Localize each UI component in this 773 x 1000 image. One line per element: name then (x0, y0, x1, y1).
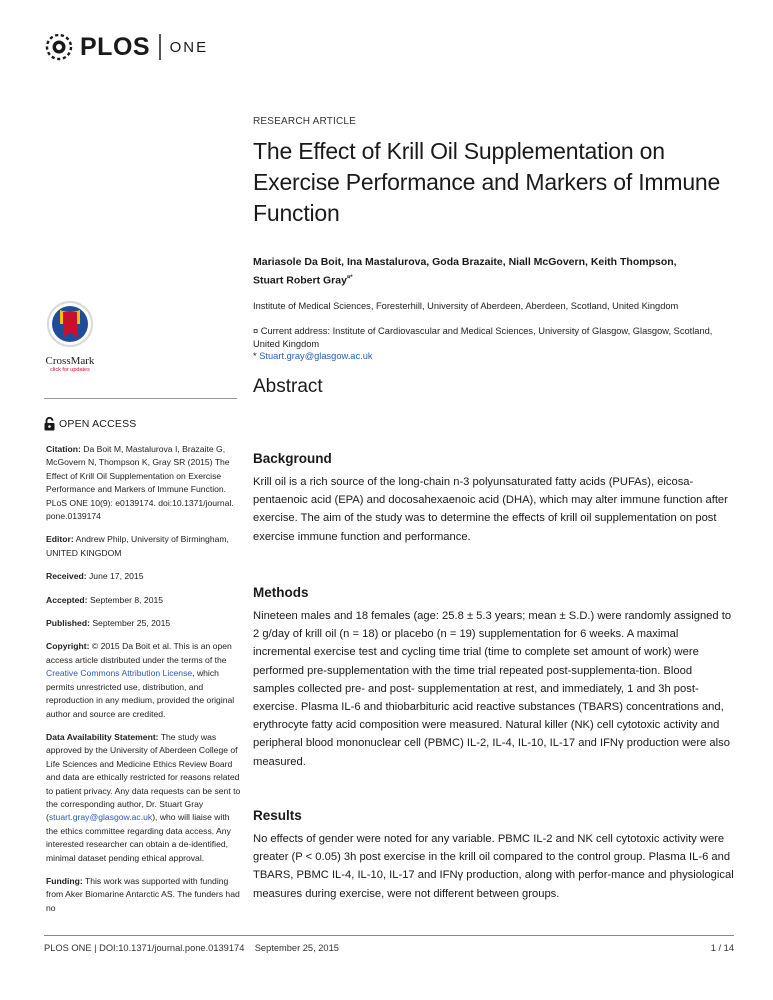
corresponding-author: Stuart Robert Gray (253, 274, 347, 286)
logo-separator (159, 34, 161, 60)
plos-one-logo[interactable] (44, 30, 208, 64)
authors-line-2 (253, 271, 733, 289)
open-access-label: OPEN ACCESS (59, 418, 137, 430)
crossmark-sublabel: click for updates (50, 367, 90, 373)
methods-heading: Methods (253, 585, 309, 600)
background-text: Krill oil is a rich source of the long-chain n-3 polyunsaturated fatty acids (PUFAs), eicosa-pentaenoic acid (EPA) and docosahexaenoic acid (DHA), which may alter immune function after exercise. The aim of the study was to determine the effects of krill oil supplementation on post exercise immune function and performance. (253, 476, 728, 543)
logo-plos-text: PLOS (80, 32, 151, 61)
current-address: ¤ Current address: Institute of Cardiovascular and Medical Sciences, University of Glasgow, Glasgow, Scotland, United Kingdom (253, 325, 713, 349)
cc-license-link[interactable]: Creative Commons Attribution License (46, 668, 193, 679)
editor-block (46, 533, 242, 560)
corresponding-email (253, 351, 733, 361)
authors-line-1: Mariasole Da Boit, Ina Mastalurova, Goda Brazaite, Niall McGovern, Keith Thompson, (253, 256, 677, 268)
crossmark-icon (46, 300, 94, 348)
footer-citation: PLOS ONE | DOI:10.1371/journal.pone.0139174 September 25, 2015 (44, 943, 339, 953)
crossmark-badge[interactable] (38, 300, 102, 373)
author-email-link[interactable]: stuart.gray@glasgow.ac.uk (48, 812, 153, 823)
methods-section (253, 585, 735, 771)
open-access-badge (44, 417, 136, 431)
funding-text: This work was supported with funding from Aker Biomarine Antarctic AS. The funders had no (46, 875, 240, 913)
crossmark-label: CrossMark (45, 355, 95, 367)
article-title: The Effect of Krill Oil Supplementation on Exercise Performance and Markers of Immune Function (253, 138, 721, 226)
copyright-text-end: , which permits unrestricted use, distribution, and reproduction in any medium, provided the original author and source are credited. (46, 668, 235, 719)
citation-text: Da Boit M, Mastalurova I, Brazaite G, McGovern N, Thompson K, Gray SR (2015) The Effect of Krill Oil Supplementation on Exercise Performance and Markers of Immune Function. PLoS ONE 10(9): e0139174. doi:10.1371/journal. pone.0139174 (46, 444, 234, 522)
background-heading: Background (253, 451, 332, 466)
published-label: Published: (46, 618, 90, 629)
open-lock-icon (44, 417, 55, 431)
data-availability-block (46, 731, 242, 865)
article-main (253, 116, 733, 361)
logo-journal-text: ONE (169, 38, 209, 56)
page-number: 1 / 14 (710, 943, 734, 953)
sidebar-divider (44, 398, 237, 399)
citation-label: Citation: (46, 444, 81, 454)
plos-open-access-icon (44, 32, 74, 62)
received-label: Received: (46, 571, 87, 582)
copyright-label: Copyright: (46, 641, 90, 652)
accepted-date: September 8, 2015 (89, 594, 164, 605)
email-star: * (253, 351, 257, 362)
data-availability-text-end: ), who will liaise with the ethics committee regarding data access. Any interested researcher can obtain a de-identified, minimal dataset pending ethical approval. (46, 812, 231, 863)
received-date: June 17, 2015 (89, 571, 144, 582)
accepted-block (46, 594, 242, 607)
citation-block (46, 443, 242, 523)
copyright-text: © 2015 Da Boit et al. This is an open access article distributed under the terms of the (46, 641, 232, 665)
funding-block (46, 875, 242, 915)
accepted-label: Accepted: (46, 594, 88, 605)
abstract-heading: Abstract (253, 376, 323, 397)
received-block (46, 570, 242, 583)
article-metadata-sidebar (46, 443, 242, 925)
editor-label: Editor: (46, 534, 74, 545)
data-availability-text: The study was approved by the University of Aberdeen College of Life Sciences and Medicine Ethics Review Board and data are ethically restricted for reasons related to patient privacy. Any data requests can be sent to the corresponding author, Dr. Stuart Gray ( (46, 731, 241, 823)
email-link[interactable]: Stuart.gray@glasgow.ac.uk (259, 351, 373, 362)
article-type: RESEARCH ARTICLE (253, 116, 357, 127)
affiliation: Institute of Medical Sciences, Foresterhill, University of Aberdeen, Aberdeen, Scotland, United Kingdom (253, 300, 679, 311)
copyright-block (46, 640, 242, 720)
results-section (253, 808, 735, 903)
data-availability-label: Data Availability Statement: (46, 731, 159, 742)
background-section (253, 451, 735, 546)
results-heading: Results (253, 808, 302, 823)
results-text: No effects of gender were noted for any variable. PBMC IL-2 and NK cell cytotoxic activity were greater (P < 0.05) 3h post exercise in the krill oil compared to the control group. Plasma IL-6 and TBARS, PBMC IL-4, IL-10, IL-17 and IFNγ production, along with perfor-mance and physiological measures during exercise, were not different between groups. (253, 833, 734, 900)
methods-text: Nineteen males and 18 females (age: 25.8 ± 5.3 years; mean ± S.D.) were randomly assigned to 2 g/day of krill oil (n = 18) or placebo (n = 19) supplementation for 6 weeks. A maximal incremental exercise test and cycling time trial (time to complete set amount of work) were performed pre-supplementation with the time trial repeated post-supplementa-tion. Blood samples collected pre- and post- supplementation at rest, and immediately, 1 and 3h post-exercise. Plasma IL-6 and thiobarbituric acid reactive substances (TBARS) concentrations and, erythrocyte fatty acid composition were measured. Natural killer (NK) cell cytotoxic activity and peripheral blood mononuclear cell (PBMC) IL-2, IL-4, IL-10, IL-17 and IFNγ production were also measured. (253, 610, 732, 768)
editor-text: Andrew Philp, University of Birmingham, UNITED KINGDOM (46, 534, 229, 558)
published-block (46, 617, 242, 630)
footer-divider (44, 935, 734, 936)
author-list (253, 255, 733, 289)
funding-label: Funding: (46, 875, 83, 886)
author-marks: ¤* (346, 274, 353, 281)
published-date: September 25, 2015 (92, 618, 171, 629)
